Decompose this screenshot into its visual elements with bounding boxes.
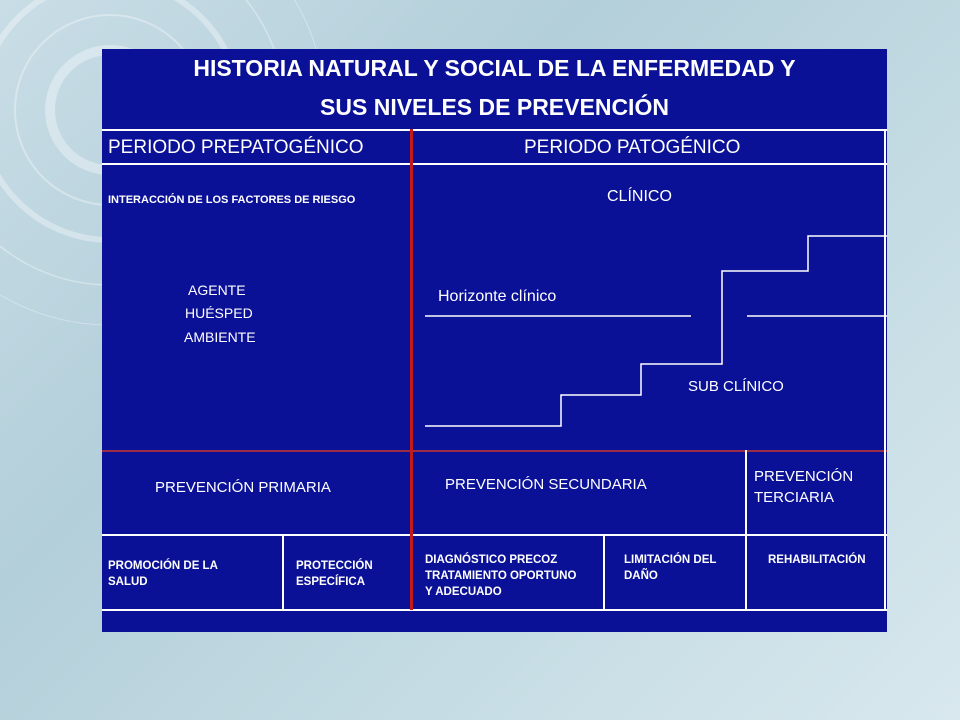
tertiary-prevention-line2: TERCIARIA	[754, 489, 835, 506]
early-diagnosis-line3: Y ADECUADO	[425, 586, 502, 598]
slide-title-line2: SUS NIVELES DE PREVENCIÓN	[320, 94, 669, 120]
staircase-path	[425, 236, 887, 426]
specific-protection-line1: PROTECCIÓN	[296, 560, 373, 572]
factor-agent: AGENTE	[188, 282, 246, 298]
secondary-prevention: PREVENCIÓN SECUNDARIA	[445, 476, 647, 493]
specific-protection-line2: ESPECÍFICA	[296, 576, 366, 588]
health-promotion-line2: SALUD	[108, 576, 148, 588]
early-diagnosis-line1: DIAGNÓSTICO PRECOZ	[425, 554, 558, 566]
health-promotion-line1: PROMOCIÓN DE LA	[108, 560, 218, 572]
prepathogenic-period-header: PERIODO PREPATOGÉNICO	[108, 137, 364, 158]
rehabilitation: REHABILITACIÓN	[768, 554, 866, 566]
tertiary-prevention-line1: PREVENCIÓN	[754, 468, 854, 485]
damage-limitation-line1: LIMITACIÓN DEL	[624, 554, 717, 566]
disease-progression-staircase	[102, 49, 887, 632]
risk-factors-interaction: INTERACCIÓN DE LOS FACTORES DE RIESGO	[108, 194, 356, 206]
pathogenic-period-header: PERIODO PATOGÉNICO	[524, 137, 741, 158]
slide-title-line1: HISTORIA NATURAL Y SOCIAL DE LA ENFERMEDAD Y	[193, 55, 796, 81]
early-diagnosis-line2: TRATAMIENTO OPORTUNO	[425, 570, 577, 582]
primary-prevention: PREVENCIÓN PRIMARIA	[155, 479, 331, 496]
clinical-label: CLÍNICO	[607, 188, 672, 205]
subclinical-label: SUB CLÍNICO	[688, 378, 784, 395]
factor-environment: AMBIENTE	[184, 329, 256, 345]
factor-host: HUÉSPED	[185, 305, 253, 321]
clinical-horizon-label: Horizonte clínico	[438, 288, 557, 305]
prevention-levels-slide	[102, 49, 887, 632]
damage-limitation-line2: DAÑO	[624, 570, 658, 582]
